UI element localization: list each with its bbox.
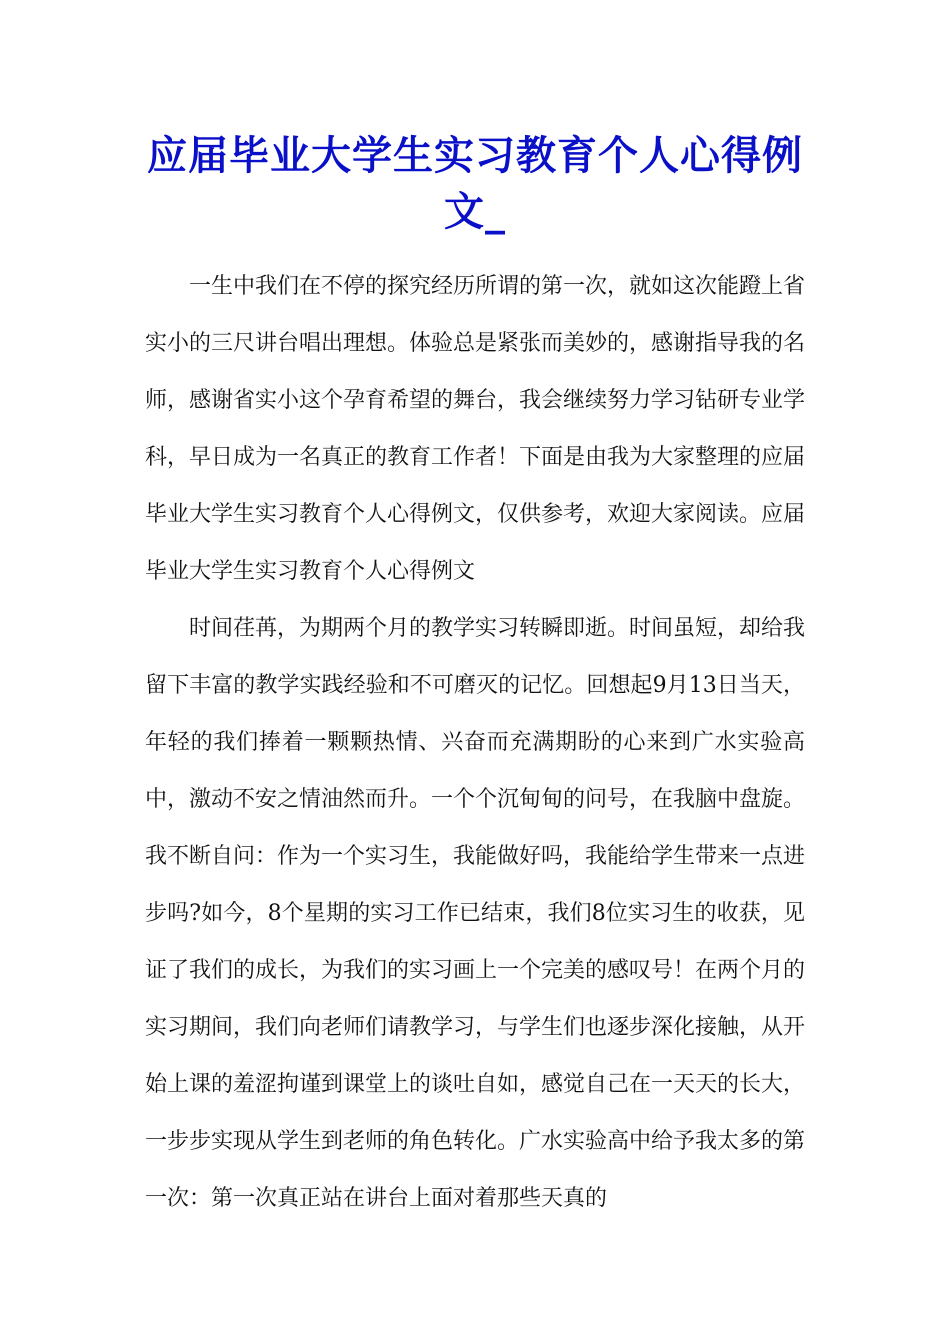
paragraph-1: 一生中我们在不停的探究经历所谓的第一次，就如这次能蹬上省实小的三尺讲台唱出理想。体验总是紧张而美妙的，感谢指导我的名师，感谢省实小这个孕育希望的舞台，我会继续努力学习钻研专业学科，早日成为一名真正的教育工作者！下面是由我为大家整理的应届毕业大学生实习教育个人心得例文，仅供参考，欢迎大家阅读。应届毕业大学生实习教育个人心得例文 [145,274,806,584]
paragraph-2: 时间荏苒，为期两个月的教学实习转瞬即逝。时间虽短，却给我留下丰富的教学实践经验和不可磨灭的记忆。回想起9月13日当天，年轻的我们捧着一颗颗热情、兴奋而充满期盼的心来到广水实验高中，激动不安之情油然而升。一个个沉甸甸的问号，在我脑中盘旋。我不断自问：作为一个实习生，我能做好吗，我能给学生带来一点进步吗?如今，8个星期的实习工作已结束，我们8位实习生的收获，见证了我们的成长，为我们的实习画上一个完美的感叹号！在两个月的实习期间，我们向老师们请教学习，与学生们也逐步深化接触，从开始上课的羞涩拘谨到课堂上的谈吐自如，感觉自己在一天天的长大，一步步实现从学生到老师的角色转化。广水实验高中给予我太多的第一次：第一次真正站在讲台上面对着那些天真的 [145,616,806,1211]
document-title: 应届毕业大学生实习教育个人心得例文_ [147,132,803,235]
document-body [145,258,805,1227]
